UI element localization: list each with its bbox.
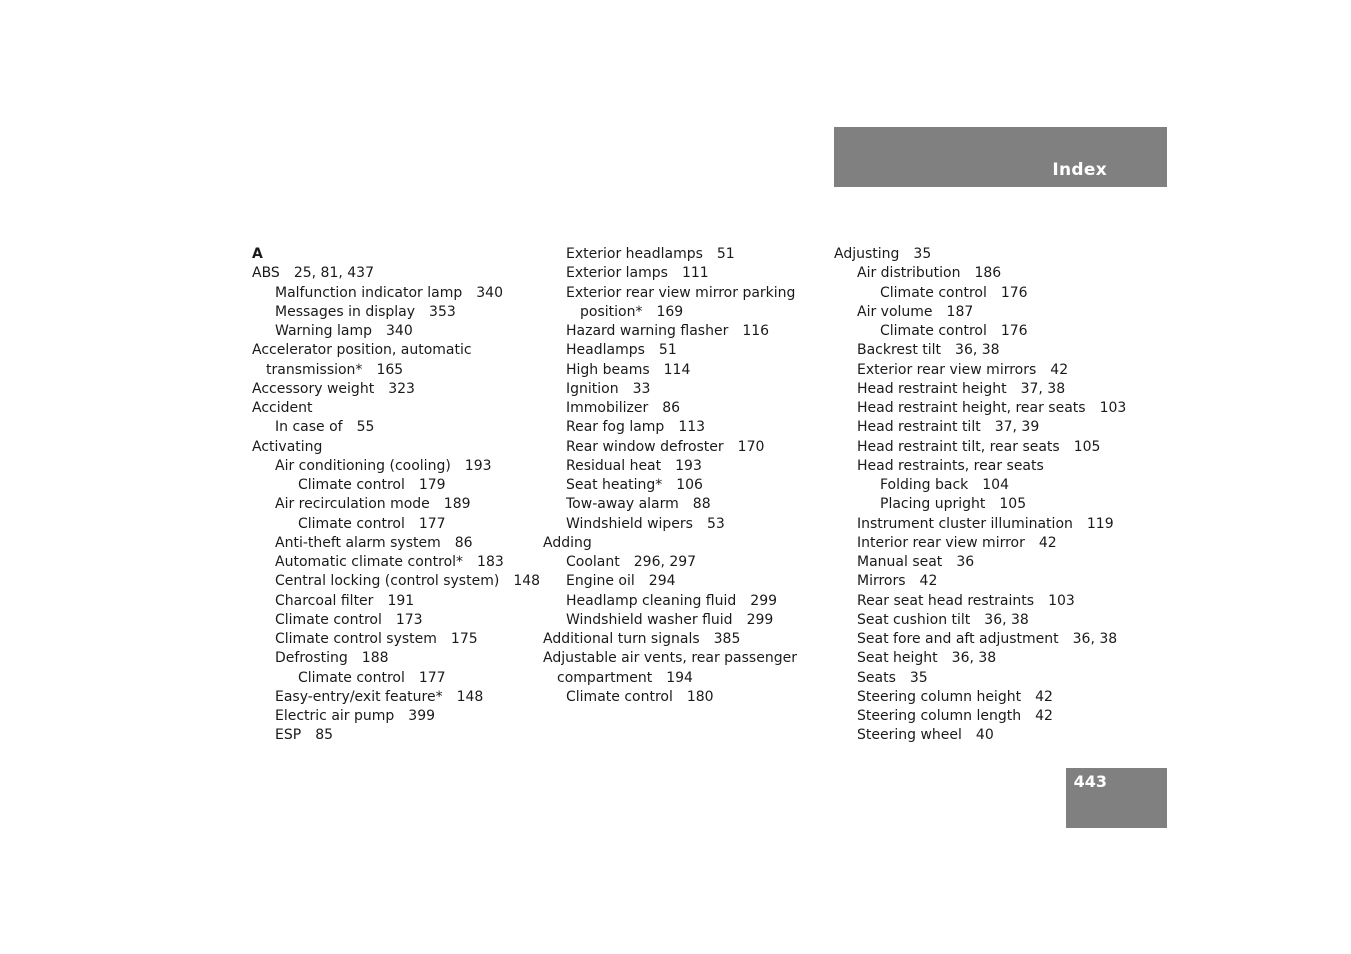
index-entry: [834, 495, 1124, 514]
index-entry: [834, 592, 1124, 611]
index-entry: [543, 630, 833, 649]
index-entry: [252, 572, 542, 591]
index-term: compartment: [557, 669, 653, 686]
index-term: Folding back: [880, 477, 969, 493]
index-entry: [543, 515, 833, 534]
index-entry: [543, 245, 833, 264]
index-entry: [543, 611, 833, 630]
index-column-1: [252, 245, 542, 746]
index-entry: [543, 322, 833, 341]
index-column-2: [543, 245, 833, 707]
index-term: Seats: [857, 669, 896, 686]
index-page-ref: 177: [418, 515, 446, 532]
index-entry: [543, 380, 833, 399]
index-page-ref: 294: [648, 573, 676, 590]
index-page-ref: 86: [454, 534, 473, 551]
index-page-ref: 169: [656, 303, 684, 320]
index-entry: [252, 438, 542, 457]
index-page-ref: 111: [681, 265, 709, 282]
index-term: ESP: [275, 727, 302, 744]
index-entry: [834, 418, 1124, 437]
index-entry: [543, 688, 833, 707]
index-page-ref: 85: [315, 727, 334, 744]
page-number-box: [1066, 768, 1167, 828]
index-term: Climate control: [298, 477, 405, 493]
index-term: Accelerator position, automatic: [252, 342, 472, 359]
index-term: Easy-entry/exit feature*: [275, 688, 443, 705]
index-entry: [252, 726, 542, 745]
index-title: Index: [1052, 160, 1107, 180]
index-page-ref: 119: [1086, 515, 1114, 532]
index-page-ref: 176: [1000, 323, 1028, 339]
page-number: 443: [1073, 772, 1107, 791]
index-page-ref: 86: [662, 400, 681, 416]
index-page-ref: 175: [450, 631, 478, 647]
index-page-ref: 186: [974, 265, 1002, 282]
index-term: Head restraint height: [857, 380, 1007, 397]
index-entry: [543, 264, 833, 283]
index-term: Tow-away alarm: [566, 496, 679, 513]
index-page-ref: 179: [418, 477, 446, 493]
index-term: Immobilizer: [566, 400, 649, 416]
index-entry: [252, 495, 542, 514]
index-entry: [834, 476, 1124, 495]
index-term: position*: [580, 303, 643, 320]
index-term: Electric air pump: [275, 708, 395, 724]
index-term: Seat heating*: [566, 477, 663, 493]
index-page-ref: 25, 81, 437: [293, 265, 374, 282]
index-entry: [543, 361, 833, 380]
index-entry: [252, 457, 542, 476]
index-entry: [834, 303, 1124, 322]
index-page-ref: 148: [456, 688, 484, 705]
index-entry: [834, 380, 1124, 399]
index-entry: [543, 418, 833, 437]
index-term: Adding: [543, 534, 592, 551]
index-term: Air conditioning (cooling): [275, 457, 451, 474]
index-page-ref: 42: [1038, 534, 1057, 551]
index-page-ref: 183: [477, 554, 504, 570]
index-entry: [834, 688, 1124, 707]
index-entry: [834, 572, 1124, 591]
index-entry: [834, 284, 1124, 303]
index-entry: [252, 264, 542, 283]
index-page-ref: 42: [1035, 688, 1053, 705]
index-term: Head restraint tilt: [857, 419, 981, 436]
index-term: Climate control: [880, 323, 987, 339]
index-page-ref: 51: [658, 342, 677, 359]
index-term: Automatic climate control*: [275, 554, 464, 570]
index-term: In case of: [275, 419, 343, 436]
index-entry: [834, 322, 1124, 341]
index-term: Headlamp cleaning fluid: [566, 592, 737, 609]
index-entry: [834, 438, 1124, 457]
index-page-ref: 323: [388, 380, 415, 397]
index-term: Engine oil: [566, 573, 635, 590]
index-entry: [543, 592, 833, 611]
index-term: Windshield washer fluid: [566, 611, 733, 628]
index-entry: [834, 457, 1124, 476]
index-page-ref: 105: [999, 496, 1027, 513]
index-entry: [543, 476, 833, 495]
index-term: Accessory weight: [252, 380, 375, 397]
index-entry: [252, 303, 542, 322]
index-entry: [834, 553, 1124, 572]
index-term: Windshield wipers: [566, 515, 693, 532]
index-page-ref: 193: [675, 457, 702, 474]
index-page-ref: 296, 297: [633, 554, 697, 570]
index-entry: [252, 322, 542, 341]
index-page-ref: 170: [737, 438, 765, 455]
index-page-ref: 37, 39: [994, 419, 1040, 436]
index-term: Charcoal filter: [275, 592, 374, 609]
index-entry: [252, 630, 542, 649]
index-term: Steering column height: [857, 688, 1022, 705]
index-term: Warning lamp: [275, 323, 373, 339]
index-term: Ignition: [566, 380, 619, 397]
index-page-ref: 103: [1048, 592, 1075, 609]
index-entry: [252, 611, 542, 630]
index-entry: [252, 669, 542, 688]
index-page-ref: 177: [418, 669, 446, 686]
index-page-ref: 176: [1000, 284, 1028, 301]
index-term: Seat cushion tilt: [857, 611, 971, 628]
index-term: Placing upright: [880, 496, 986, 513]
index-page-ref: 299: [750, 592, 778, 609]
index-term: Instrument cluster illumination: [857, 515, 1073, 532]
index-term: Seat fore and aft adjustment: [857, 631, 1059, 647]
index-term: Seat height: [857, 650, 938, 667]
index-entry: [543, 572, 833, 591]
index-page-ref: 194: [666, 669, 693, 686]
index-page-ref: 33: [632, 380, 651, 397]
index-entry: [252, 553, 542, 572]
index-term: Steering column length: [857, 708, 1022, 724]
index-entry: [252, 534, 542, 553]
index-term: Headlamps: [566, 342, 645, 359]
index-term: High beams: [566, 361, 650, 378]
index-page-ref: 340: [476, 284, 503, 301]
index-term: Climate control: [566, 688, 673, 705]
index-term: Air volume: [857, 303, 933, 320]
index-entry: [252, 688, 542, 707]
index-term: Adjustable air vents, rear passenger: [543, 650, 797, 667]
index-entry: [252, 399, 542, 418]
index-page-ref: 165: [376, 361, 404, 378]
index-term: Central locking (control system): [275, 573, 500, 590]
index-entry: [252, 476, 542, 495]
index-term: A: [252, 246, 263, 262]
index-entry: [252, 361, 542, 380]
index-entry: [834, 726, 1124, 745]
index-page-ref: 105: [1073, 438, 1101, 455]
index-page-ref: 180: [686, 688, 714, 705]
index-term: Steering wheel: [857, 727, 962, 744]
index-entry: [834, 630, 1124, 649]
index-entry: [543, 534, 833, 553]
index-page-ref: 37, 38: [1020, 380, 1066, 397]
index-page-ref: 116: [742, 323, 770, 339]
index-letter-heading: [252, 245, 542, 264]
index-page-ref: 36: [956, 554, 975, 570]
index-term: Activating: [252, 438, 323, 455]
index-page-ref: 188: [361, 650, 389, 667]
index-term: Exterior rear view mirrors: [857, 361, 1037, 378]
index-entry: [834, 399, 1127, 418]
index-term: Defrosting: [275, 650, 348, 667]
index-term: Climate control system: [275, 631, 437, 647]
index-page-ref: 189: [443, 496, 471, 513]
index-page-ref: 36, 38: [984, 611, 1029, 628]
index-term: Rear window defroster: [566, 438, 724, 455]
index-entry: [252, 380, 542, 399]
index-page-ref: 42: [1050, 361, 1069, 378]
index-page-ref: 55: [356, 419, 375, 436]
index-entry: [834, 264, 1124, 283]
index-entry: [543, 649, 833, 668]
index-term: Anti-theft alarm system: [275, 534, 441, 551]
index-term: Manual seat: [857, 554, 943, 570]
index-page-ref: 104: [982, 477, 1009, 493]
index-term: Rear fog lamp: [566, 419, 665, 436]
index-page-ref: 36, 38: [1072, 631, 1118, 647]
index-term: Interior rear view mirror: [857, 534, 1025, 551]
index-entry: [834, 534, 1124, 553]
index-term: Head restraints, rear seats: [857, 457, 1044, 474]
index-term: Rear seat head restraints: [857, 592, 1035, 609]
index-term: Head restraint tilt, rear seats: [857, 438, 1060, 455]
index-page-ref: 340: [386, 323, 413, 339]
index-entry: [543, 284, 833, 303]
index-page-ref: 35: [909, 669, 928, 686]
index-entry: [543, 553, 833, 572]
index-entry: [252, 341, 542, 360]
index-term: Climate control: [298, 515, 405, 532]
index-page-ref: 385: [713, 631, 741, 647]
index-term: Exterior rear view mirror parking: [566, 284, 796, 301]
index-page-ref: 42: [919, 573, 938, 590]
index-entry: [834, 515, 1124, 534]
index-entry: [834, 669, 1124, 688]
index-entry: [834, 361, 1124, 380]
index-entry: [543, 341, 833, 360]
index-term: Air distribution: [857, 265, 961, 282]
index-page-ref: 187: [946, 303, 974, 320]
index-entry: [252, 418, 542, 437]
index-entry: [252, 284, 542, 303]
index-page-ref: 40: [975, 727, 994, 744]
index-term: Backrest tilt: [857, 342, 942, 359]
index-term: Adjusting: [834, 246, 900, 262]
index-term: Exterior headlamps: [566, 246, 703, 262]
index-page-ref: 173: [395, 611, 423, 628]
index-page-ref: 106: [676, 477, 703, 493]
index-term: Accident: [252, 400, 313, 416]
index-term: Climate control: [275, 611, 382, 628]
index-column-3: [834, 245, 1127, 746]
index-term: Air recirculation mode: [275, 496, 430, 513]
index-entry: [543, 457, 833, 476]
index-term: Messages in display: [275, 303, 416, 320]
index-entry: [543, 303, 833, 322]
index-entry: [252, 707, 542, 726]
index-entry: [834, 611, 1124, 630]
index-term: transmission*: [266, 361, 363, 378]
index-term: Climate control: [298, 669, 405, 686]
index-term: Residual heat: [566, 457, 662, 474]
index-entry: [834, 707, 1124, 726]
index-page-ref: 191: [387, 592, 415, 609]
index-term: Malfunction indicator lamp: [275, 284, 463, 301]
index-term: Hazard warning flasher: [566, 323, 729, 339]
index-entry: [834, 649, 1124, 668]
index-page-ref: 36, 38: [951, 650, 997, 667]
index-term: Coolant: [566, 554, 620, 570]
index-page-ref: 193: [464, 457, 492, 474]
index-page-ref: 35: [913, 246, 932, 262]
index-page-ref: 114: [663, 361, 691, 378]
index-term: Head restraint height, rear seats: [857, 400, 1086, 416]
index-page-ref: 36, 38: [955, 342, 1000, 359]
index-term: Mirrors: [857, 573, 906, 590]
index-term: Climate control: [880, 284, 987, 301]
index-page-ref: 88: [692, 496, 711, 513]
index-page-ref: 353: [429, 303, 456, 320]
index-entry: [543, 669, 833, 688]
index-entry: [834, 245, 1124, 264]
index-term: Exterior lamps: [566, 265, 668, 282]
index-entry: [543, 438, 833, 457]
index-term: ABS: [252, 265, 280, 282]
index-page-ref: 51: [716, 246, 735, 262]
index-entry: [543, 495, 833, 514]
index-header-bar: [834, 127, 1167, 187]
index-page-ref: 103: [1099, 400, 1127, 416]
index-entry: [834, 341, 1124, 360]
index-term: Additional turn signals: [543, 631, 700, 647]
index-page-ref: 53: [706, 515, 725, 532]
index-entry: [252, 515, 542, 534]
index-entry: [543, 399, 833, 418]
index-page-ref: 399: [408, 708, 436, 724]
index-page-ref: 113: [678, 419, 706, 436]
index-entry: [252, 592, 542, 611]
index-page-ref: 299: [746, 611, 774, 628]
index-page-ref: 148: [513, 573, 541, 590]
index-entry: [252, 649, 542, 668]
index-page-ref: 42: [1035, 708, 1053, 724]
